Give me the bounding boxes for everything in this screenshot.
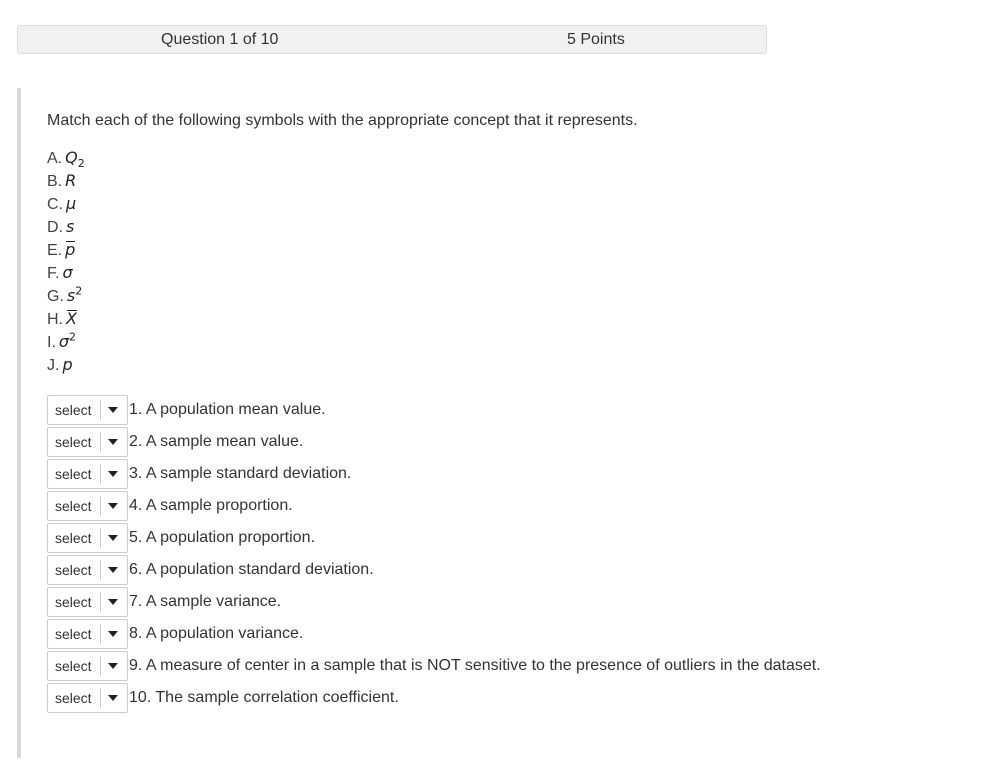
symbol-base: R [65, 171, 77, 190]
answer-select[interactable] [47, 459, 128, 489]
math-symbol [62, 263, 72, 282]
select-value: select [48, 528, 101, 548]
symbol-base: σ [62, 263, 73, 282]
question-header [17, 25, 767, 54]
symbol-base: s [66, 286, 76, 305]
symbol-item [47, 284, 85, 307]
concept-text: 5. A population proportion. [129, 529, 315, 546]
symbol-item [47, 353, 85, 376]
caret-down-icon [108, 407, 118, 413]
symbol-item [47, 192, 85, 215]
answer-select[interactable] [47, 395, 128, 425]
symbol-letter: A. [47, 150, 63, 167]
select-value: select [48, 400, 101, 420]
symbol-letter: I. [47, 334, 56, 351]
question-body [17, 88, 967, 758]
symbol-letter: D. [47, 219, 63, 236]
concept-text: 3. A sample standard deviation. [129, 465, 352, 482]
select-value: select [48, 624, 101, 644]
caret-down-icon [108, 663, 118, 669]
caret-down-icon [108, 439, 118, 445]
select-value: select [48, 560, 101, 580]
select-value: select [48, 656, 101, 676]
symbol-base: p [65, 240, 76, 259]
question-number: Question 1 of 10 [161, 31, 279, 48]
math-symbol [59, 332, 76, 351]
concept-text: 6. A population standard deviation. [129, 561, 374, 578]
match-row [47, 394, 821, 426]
concept-text: 4. A sample proportion. [129, 497, 293, 514]
caret-down-icon [108, 695, 118, 701]
match-row [47, 682, 821, 714]
symbol-item [47, 307, 85, 330]
select-value: select [48, 592, 101, 612]
caret-down-icon [108, 471, 118, 477]
caret-down-icon [108, 503, 118, 509]
answer-select[interactable] [47, 427, 128, 457]
symbol-base: μ [66, 194, 77, 213]
concept-text: 10. The sample correlation coefficient. [129, 689, 399, 706]
answer-select[interactable] [47, 683, 128, 713]
symbol-item [47, 169, 85, 192]
symbol-item [47, 215, 85, 238]
symbol-letter: B. [47, 173, 63, 190]
symbol-superscript: 2 [69, 330, 77, 344]
caret-down-icon [108, 535, 118, 541]
answer-select[interactable] [47, 523, 128, 553]
math-symbol [66, 309, 77, 328]
symbol-base: p [62, 355, 73, 374]
match-row [47, 522, 821, 554]
symbol-letter: J. [47, 357, 60, 374]
match-row [47, 490, 821, 522]
math-symbol [65, 171, 76, 190]
symbol-item [47, 330, 85, 353]
concept-text: 1. A population mean value. [129, 401, 326, 418]
concept-text: 2. A sample mean value. [129, 433, 304, 450]
match-list [47, 394, 821, 714]
math-symbol [62, 355, 72, 374]
concept-text: 8. A population variance. [129, 625, 304, 642]
symbol-item [47, 146, 85, 169]
symbol-base: s [66, 217, 75, 236]
symbol-letter: E. [47, 242, 63, 259]
question-points: 5 Points [567, 31, 625, 48]
symbol-base: σ [58, 332, 70, 351]
symbol-base: X [66, 309, 77, 328]
symbol-base: Q [65, 148, 78, 167]
caret-down-icon [108, 631, 118, 637]
symbol-letter: G. [47, 288, 64, 305]
math-symbol [65, 240, 75, 259]
symbol-letter: F. [47, 265, 60, 282]
match-row [47, 426, 821, 458]
math-symbol [66, 194, 76, 213]
match-row [47, 554, 821, 586]
select-value: select [48, 432, 101, 452]
symbol-item [47, 238, 85, 261]
symbol-subscript: 2 [77, 157, 85, 171]
answer-select[interactable] [47, 587, 128, 617]
select-value: select [48, 496, 101, 516]
answer-select[interactable] [47, 555, 128, 585]
symbol-item [47, 261, 85, 284]
match-row [47, 458, 821, 490]
caret-down-icon [108, 599, 118, 605]
symbol-letter: C. [47, 196, 63, 213]
math-symbol [67, 286, 82, 305]
concept-text: 7. A sample variance. [129, 593, 282, 610]
math-symbol [65, 148, 85, 171]
math-symbol [66, 217, 74, 236]
match-row [47, 650, 821, 682]
answer-select[interactable] [47, 491, 128, 521]
symbol-superscript: 2 [75, 284, 83, 298]
caret-down-icon [108, 567, 118, 573]
select-value: select [48, 464, 101, 484]
question-prompt: Match each of the following symbols with the appropriate concept that it represents. [47, 112, 638, 129]
symbol-letter: H. [47, 311, 63, 328]
match-row [47, 618, 821, 650]
select-value: select [48, 688, 101, 708]
match-row [47, 586, 821, 618]
symbol-list [47, 146, 85, 376]
concept-text: 9. A measure of center in a sample that is NOT sensitive to the presence of outliers in the dataset. [129, 657, 821, 674]
answer-select[interactable] [47, 651, 128, 681]
answer-select[interactable] [47, 619, 128, 649]
